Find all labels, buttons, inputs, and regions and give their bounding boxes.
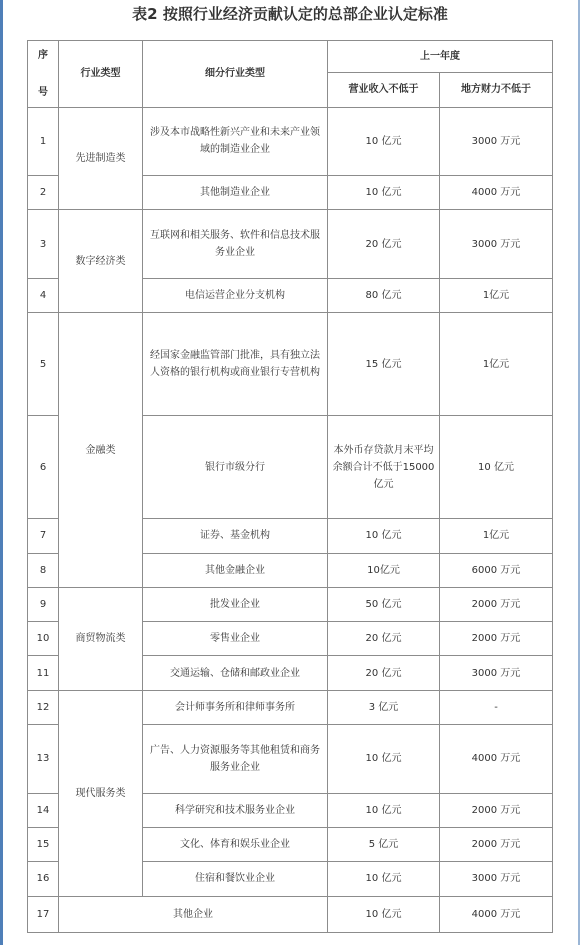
header-industry-type: 行业类型 — [59, 41, 143, 108]
row-number: 10 — [28, 622, 59, 656]
finance-cell: 6000 万元 — [440, 553, 553, 587]
group-services: 现代服务类 — [59, 690, 143, 896]
header-seq: 序 号 — [28, 41, 59, 108]
table-row — [28, 690, 553, 724]
sub-industry-cell: 经国家金融监管部门批准，具有独立法人资格的银行机构或商业银行专营机构 — [143, 313, 328, 416]
row-number: 14 — [28, 793, 59, 827]
revenue-cell: 10 亿元 — [328, 793, 440, 827]
finance-cell: 1亿元 — [440, 279, 553, 313]
header-sub-industry: 细分行业类型 — [143, 41, 328, 108]
standards-table — [27, 40, 553, 933]
row-number: 12 — [28, 690, 59, 724]
row-number: 6 — [28, 416, 59, 519]
sub-industry-cell: 其他企业 — [59, 896, 328, 932]
revenue-cell: 10 亿元 — [328, 519, 440, 553]
sub-industry-cell: 涉及本市战略性新兴产业和未来产业领域的制造业企业 — [143, 107, 328, 176]
sub-industry-cell: 广告、人力资源服务等其他租赁和商务服务业企业 — [143, 725, 328, 794]
sub-industry-cell: 会计师事务所和律师事务所 — [143, 690, 328, 724]
group-finance: 金融类 — [59, 313, 143, 587]
finance-cell: 3000 万元 — [440, 107, 553, 176]
revenue-cell: 10 亿元 — [328, 896, 440, 932]
row-number: 9 — [28, 587, 59, 621]
sub-industry-cell: 交通运输、仓储和邮政业企业 — [143, 656, 328, 690]
sub-industry-cell: 住宿和餐饮业企业 — [143, 862, 328, 896]
revenue-cell: 10 亿元 — [328, 176, 440, 210]
sub-industry-cell: 银行市级分行 — [143, 416, 328, 519]
row-number: 7 — [28, 519, 59, 553]
table-row — [28, 313, 553, 416]
row-number: 16 — [28, 862, 59, 896]
table-row — [28, 587, 553, 621]
revenue-cell: 50 亿元 — [328, 587, 440, 621]
header-revenue: 营业收入不低于 — [328, 73, 440, 107]
finance-cell: 4000 万元 — [440, 176, 553, 210]
finance-cell: 2000 万元 — [440, 827, 553, 861]
row-number: 17 — [28, 896, 59, 932]
finance-cell: 3000 万元 — [440, 656, 553, 690]
finance-cell: 1亿元 — [440, 313, 553, 416]
revenue-cell: 15 亿元 — [328, 313, 440, 416]
left-frame-border — [0, 0, 3, 945]
sub-industry-cell: 互联网和相关服务、软件和信息技术服务业企业 — [143, 210, 328, 279]
sub-industry-cell: 零售业企业 — [143, 622, 328, 656]
group-trade: 商贸物流类 — [59, 587, 143, 690]
finance-cell: 3000 万元 — [440, 862, 553, 896]
finance-cell: 2000 万元 — [440, 793, 553, 827]
revenue-cell: 10 亿元 — [328, 107, 440, 176]
row-number: 8 — [28, 553, 59, 587]
revenue-cell: 10 亿元 — [328, 862, 440, 896]
sub-industry-cell: 其他制造业企业 — [143, 176, 328, 210]
row-number: 13 — [28, 725, 59, 794]
sub-industry-cell: 电信运营企业分支机构 — [143, 279, 328, 313]
sub-industry-cell: 其他金融企业 — [143, 553, 328, 587]
group-digital: 数字经济类 — [59, 210, 143, 313]
sub-industry-cell: 证券、基金机构 — [143, 519, 328, 553]
row-number: 15 — [28, 827, 59, 861]
revenue-cell: 20 亿元 — [328, 210, 440, 279]
finance-cell: - — [440, 690, 553, 724]
table-row — [28, 210, 553, 279]
finance-cell: 1亿元 — [440, 519, 553, 553]
row-number: 4 — [28, 279, 59, 313]
revenue-cell: 20 亿元 — [328, 622, 440, 656]
revenue-cell: 80 亿元 — [328, 279, 440, 313]
finance-cell: 3000 万元 — [440, 210, 553, 279]
row-number: 2 — [28, 176, 59, 210]
table-row — [28, 896, 553, 932]
revenue-cell: 5 亿元 — [328, 827, 440, 861]
sub-industry-cell: 科学研究和技术服务业企业 — [143, 793, 328, 827]
revenue-cell: 本外币存贷款月末平均余额合计不低于15000 亿元 — [328, 416, 440, 519]
finance-cell: 10 亿元 — [440, 416, 553, 519]
row-number: 5 — [28, 313, 59, 416]
row-number: 11 — [28, 656, 59, 690]
finance-cell: 4000 万元 — [440, 725, 553, 794]
sub-industry-cell: 文化、体育和娱乐业企业 — [143, 827, 328, 861]
header-local-finance: 地方财力不低于 — [440, 73, 553, 107]
table-title: 表2 按照行业经济贡献认定的总部企业认定标准 — [132, 5, 448, 23]
header-prev-year: 上一年度 — [328, 41, 553, 73]
finance-cell: 4000 万元 — [440, 896, 553, 932]
revenue-cell: 3 亿元 — [328, 690, 440, 724]
finance-cell: 2000 万元 — [440, 622, 553, 656]
group-manufacturing: 先进制造类 — [59, 107, 143, 210]
table-row — [28, 107, 553, 176]
sub-industry-cell: 批发业企业 — [143, 587, 328, 621]
row-number: 1 — [28, 107, 59, 176]
row-number: 3 — [28, 210, 59, 279]
finance-cell: 2000 万元 — [440, 587, 553, 621]
revenue-cell: 10亿元 — [328, 553, 440, 587]
revenue-cell: 10 亿元 — [328, 725, 440, 794]
revenue-cell: 20 亿元 — [328, 656, 440, 690]
